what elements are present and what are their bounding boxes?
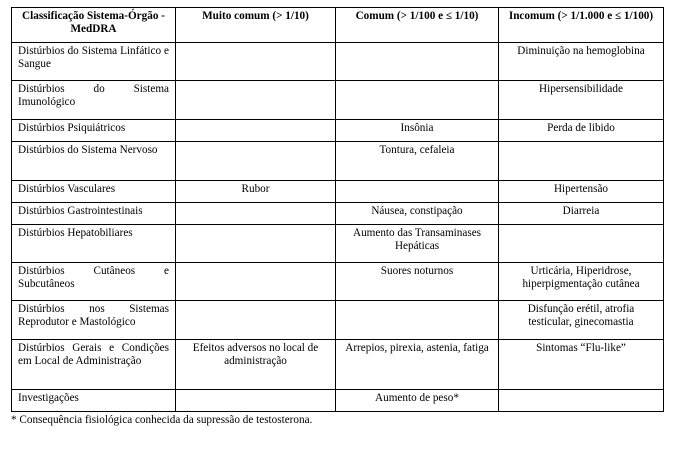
soc-cell: Distúrbios do Sistema Linfático e Sangue xyxy=(12,43,176,81)
table-row xyxy=(12,181,664,203)
table-row xyxy=(12,203,664,225)
common-cell xyxy=(336,301,499,340)
header-common: Comum (> 1/100 e ≤ 1/10) xyxy=(336,8,499,43)
very-common-cell xyxy=(176,263,336,301)
table-header-row xyxy=(12,8,664,43)
uncommon-cell: Sintomas “Flu-like” xyxy=(499,340,664,390)
table-row xyxy=(12,142,664,181)
header-very-common: Muito comum (> 1/10) xyxy=(176,8,336,43)
table-row xyxy=(12,263,664,301)
common-cell: Aumento de peso* xyxy=(336,390,499,412)
soc-cell: Distúrbios do Sistema Imunológico xyxy=(12,81,176,120)
table-row xyxy=(12,340,664,390)
table-row xyxy=(12,43,664,81)
soc-cell: Distúrbios nos Sistemas Reprodutor e Mastológico xyxy=(12,301,176,340)
uncommon-cell: Hipertensão xyxy=(499,181,664,203)
very-common-cell xyxy=(176,120,336,142)
common-cell: Náusea, constipação xyxy=(336,203,499,225)
document-page xyxy=(11,7,663,427)
very-common-cell xyxy=(176,142,336,181)
very-common-cell xyxy=(176,225,336,263)
soc-cell: Distúrbios do Sistema Nervoso xyxy=(12,142,176,181)
very-common-cell xyxy=(176,203,336,225)
header-soc: Classificação Sistema-Órgão - MedDRA xyxy=(12,8,176,43)
table-row xyxy=(12,301,664,340)
very-common-cell: Efeitos adversos no local de administração xyxy=(176,340,336,390)
very-common-cell xyxy=(176,301,336,340)
uncommon-cell xyxy=(499,390,664,412)
common-cell: Suores noturnos xyxy=(336,263,499,301)
uncommon-cell xyxy=(499,225,664,263)
soc-cell: Distúrbios Gerais e Condições em Local de Administração xyxy=(12,340,176,390)
soc-cell: Distúrbios Hepatobiliares xyxy=(12,225,176,263)
soc-cell: Distúrbios Gastrointestinais xyxy=(12,203,176,225)
table-row xyxy=(12,81,664,120)
soc-cell: Distúrbios Cutâneos e Subcutâneos xyxy=(12,263,176,301)
common-cell xyxy=(336,81,499,120)
common-cell: Insônia xyxy=(336,120,499,142)
uncommon-cell: Hipersensibilidade xyxy=(499,81,664,120)
uncommon-cell: Urticária, Hiperidrose, hiperpigmentação cutânea xyxy=(499,263,664,301)
common-cell: Tontura, cefaleia xyxy=(336,142,499,181)
common-cell xyxy=(336,181,499,203)
very-common-cell: Rubor xyxy=(176,181,336,203)
table-row xyxy=(12,390,664,412)
soc-cell: Distúrbios Psiquiátricos xyxy=(12,120,176,142)
common-cell xyxy=(336,43,499,81)
uncommon-cell: Disfunção erétil, atrofia testicular, ginecomastia xyxy=(499,301,664,340)
common-cell: Aumento das Transaminases Hepáticas xyxy=(336,225,499,263)
very-common-cell xyxy=(176,81,336,120)
header-uncommon: Incomum (> 1/1.000 e ≤ 1/100) xyxy=(499,8,664,43)
uncommon-cell: Diminuição na hemoglobina xyxy=(499,43,664,81)
table-row xyxy=(12,225,664,263)
table-footnote: * Consequência fisiológica conhecida da supressão de testosterona. xyxy=(11,414,313,426)
common-cell: Arrepios, pirexia, astenia, fatiga xyxy=(336,340,499,390)
table-row xyxy=(12,120,664,142)
very-common-cell xyxy=(176,43,336,81)
uncommon-cell: Perda de libido xyxy=(499,120,664,142)
soc-cell: Distúrbios Vasculares xyxy=(12,181,176,203)
soc-cell: Investigações xyxy=(12,390,176,412)
uncommon-cell: Diarreia xyxy=(499,203,664,225)
uncommon-cell xyxy=(499,142,664,181)
adverse-events-table xyxy=(11,7,664,412)
very-common-cell xyxy=(176,390,336,412)
